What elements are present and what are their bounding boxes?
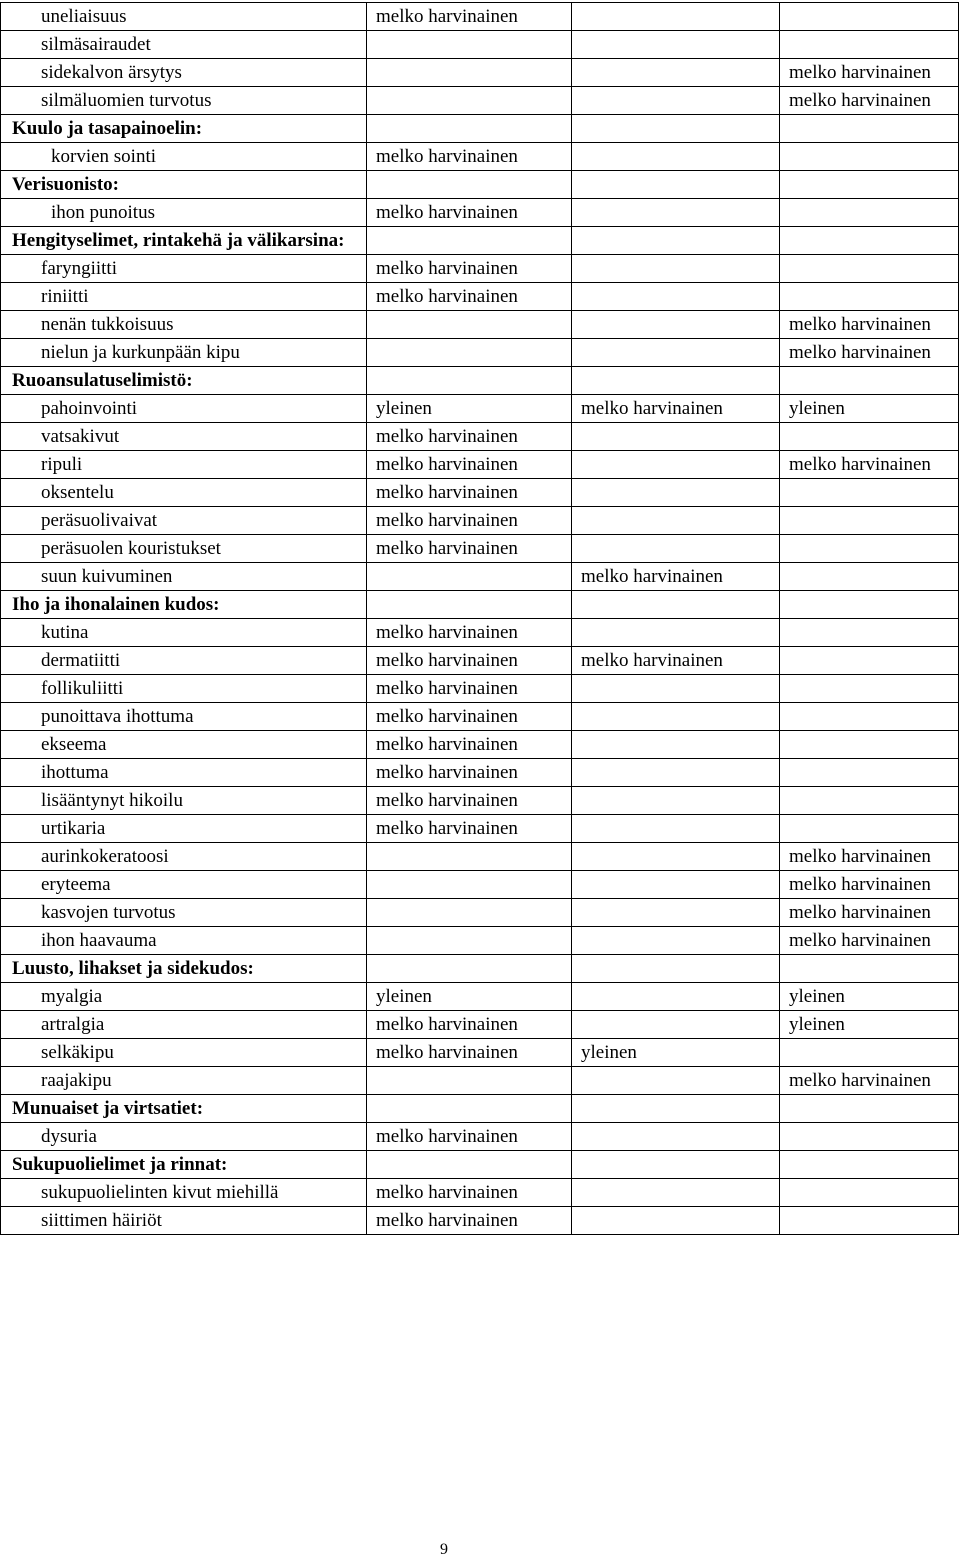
table-row: [1, 311, 959, 339]
frequency-col1: [367, 367, 572, 395]
section-title: Verisuonisto:: [1, 171, 367, 199]
table-row: [1, 787, 959, 815]
frequency-col3: [780, 31, 959, 59]
frequency-col1: [367, 1067, 572, 1095]
frequency-col3: [780, 759, 959, 787]
frequency-col2: yleinen: [572, 1039, 780, 1067]
effect-name: oksentelu: [1, 479, 367, 507]
effect-name: peräsuolivaivat: [1, 507, 367, 535]
frequency-col2: [572, 759, 780, 787]
table-row: [1, 759, 959, 787]
effect-name: dermatiitti: [1, 647, 367, 675]
frequency-col2: [572, 507, 780, 535]
effect-name: ihon punoitus: [1, 199, 367, 227]
table-row: [1, 1123, 959, 1151]
section-header-row: [1, 955, 959, 983]
table-row: [1, 339, 959, 367]
effect-name: ihottuma: [1, 759, 367, 787]
table-row: [1, 451, 959, 479]
table-row: [1, 703, 959, 731]
table-row: [1, 731, 959, 759]
frequency-col3: melko harvinainen: [780, 311, 959, 339]
table-row: [1, 619, 959, 647]
frequency-col1: yleinen: [367, 983, 572, 1011]
frequency-col2: [572, 423, 780, 451]
frequency-col3: melko harvinainen: [780, 87, 959, 115]
table-row: [1, 199, 959, 227]
frequency-col3: [780, 731, 959, 759]
effect-name: nielun ja kurkunpään kipu: [1, 339, 367, 367]
section-header-row: [1, 171, 959, 199]
frequency-col2: [572, 199, 780, 227]
frequency-col1: [367, 115, 572, 143]
frequency-col2: [572, 1151, 780, 1179]
effect-name: vatsakivut: [1, 423, 367, 451]
frequency-col2: [572, 675, 780, 703]
frequency-col3: [780, 227, 959, 255]
frequency-col1: [367, 227, 572, 255]
table-row: [1, 1039, 959, 1067]
frequency-col2: [572, 283, 780, 311]
frequency-col1: [367, 59, 572, 87]
table-row: [1, 423, 959, 451]
table-row: [1, 59, 959, 87]
frequency-col1: melko harvinainen: [367, 283, 572, 311]
frequency-col3: [780, 955, 959, 983]
frequency-col2: [572, 339, 780, 367]
frequency-col2: [572, 703, 780, 731]
effect-name: silmäluomien turvotus: [1, 87, 367, 115]
frequency-col2: [572, 927, 780, 955]
effect-name: artralgia: [1, 1011, 367, 1039]
section-title: Kuulo ja tasapainoelin:: [1, 115, 367, 143]
frequency-col1: melko harvinainen: [367, 255, 572, 283]
frequency-col2: [572, 451, 780, 479]
table-row: [1, 283, 959, 311]
section-title: Iho ja ihonalainen kudos:: [1, 591, 367, 619]
frequency-col3: [780, 815, 959, 843]
frequency-col3: [780, 619, 959, 647]
page-number: 9: [440, 1541, 448, 1558]
frequency-col3: [780, 647, 959, 675]
effect-name: pahoinvointi: [1, 395, 367, 423]
effect-name: silmäsairaudet: [1, 31, 367, 59]
effect-name: uneliaisuus: [1, 3, 367, 31]
frequency-col1: melko harvinainen: [367, 1207, 572, 1235]
frequency-col3: yleinen: [780, 395, 959, 423]
frequency-col3: [780, 423, 959, 451]
section-header-row: [1, 1095, 959, 1123]
frequency-col2: melko harvinainen: [572, 395, 780, 423]
frequency-col1: [367, 171, 572, 199]
section-header-row: [1, 115, 959, 143]
frequency-col1: melko harvinainen: [367, 787, 572, 815]
frequency-col2: [572, 815, 780, 843]
frequency-col3: [780, 479, 959, 507]
frequency-col1: yleinen: [367, 395, 572, 423]
frequency-col3: [780, 535, 959, 563]
effect-name: riniitti: [1, 283, 367, 311]
frequency-col2: [572, 843, 780, 871]
effect-name: sidekalvon ärsytys: [1, 59, 367, 87]
frequency-col3: melko harvinainen: [780, 339, 959, 367]
frequency-col2: [572, 143, 780, 171]
table-row: [1, 927, 959, 955]
effect-name: ripuli: [1, 451, 367, 479]
frequency-col1: [367, 339, 572, 367]
frequency-col1: melko harvinainen: [367, 451, 572, 479]
frequency-col1: [367, 927, 572, 955]
table-row: [1, 1067, 959, 1095]
frequency-col2: [572, 227, 780, 255]
frequency-col1: [367, 843, 572, 871]
effect-name: urtikaria: [1, 815, 367, 843]
frequency-col3: [780, 563, 959, 591]
effect-name: eryteema: [1, 871, 367, 899]
table-row: [1, 899, 959, 927]
frequency-col1: [367, 311, 572, 339]
effect-name: myalgia: [1, 983, 367, 1011]
adverse-effects-table: [0, 2, 959, 1235]
effect-name: follikuliitti: [1, 675, 367, 703]
frequency-col1: [367, 871, 572, 899]
effect-name: lisääntynyt hikoilu: [1, 787, 367, 815]
effect-name: ekseema: [1, 731, 367, 759]
frequency-col2: [572, 255, 780, 283]
effect-name: siittimen häiriöt: [1, 1207, 367, 1235]
frequency-col2: [572, 367, 780, 395]
frequency-col1: melko harvinainen: [367, 675, 572, 703]
frequency-col3: yleinen: [780, 1011, 959, 1039]
frequency-col2: [572, 591, 780, 619]
effect-name: kutina: [1, 619, 367, 647]
frequency-col3: [780, 115, 959, 143]
effect-name: suun kuivuminen: [1, 563, 367, 591]
frequency-col2: [572, 1011, 780, 1039]
frequency-col1: [367, 955, 572, 983]
frequency-col3: [780, 787, 959, 815]
frequency-col3: [780, 3, 959, 31]
effect-name: nenän tukkoisuus: [1, 311, 367, 339]
effect-name: raajakipu: [1, 1067, 367, 1095]
frequency-col1: melko harvinainen: [367, 619, 572, 647]
frequency-col1: melko harvinainen: [367, 1039, 572, 1067]
frequency-col3: [780, 283, 959, 311]
frequency-col2: [572, 1207, 780, 1235]
frequency-col2: [572, 59, 780, 87]
frequency-col2: melko harvinainen: [572, 647, 780, 675]
frequency-col2: [572, 787, 780, 815]
effect-name: aurinkokeratoosi: [1, 843, 367, 871]
table-row: [1, 143, 959, 171]
section-title: Hengityselimet, rintakehä ja välikarsina:: [1, 227, 367, 255]
section-title: Munuaiset ja virtsatiet:: [1, 1095, 367, 1123]
frequency-col2: [572, 955, 780, 983]
table-row: [1, 647, 959, 675]
frequency-col3: [780, 1095, 959, 1123]
effect-name: faryngiitti: [1, 255, 367, 283]
frequency-col3: [780, 199, 959, 227]
frequency-col3: [780, 171, 959, 199]
frequency-col1: melko harvinainen: [367, 535, 572, 563]
frequency-col3: melko harvinainen: [780, 59, 959, 87]
table-row: [1, 1011, 959, 1039]
frequency-col1: [367, 1151, 572, 1179]
frequency-col3: [780, 703, 959, 731]
table-row: [1, 1207, 959, 1235]
frequency-col1: melko harvinainen: [367, 3, 572, 31]
effect-name: ihon haavauma: [1, 927, 367, 955]
frequency-col1: [367, 591, 572, 619]
frequency-col2: [572, 1179, 780, 1207]
frequency-col2: [572, 311, 780, 339]
frequency-col2: [572, 1095, 780, 1123]
frequency-col1: [367, 1095, 572, 1123]
effect-name: korvien sointi: [1, 143, 367, 171]
frequency-col2: [572, 31, 780, 59]
section-title: Sukupuolielimet ja rinnat:: [1, 1151, 367, 1179]
frequency-col2: [572, 731, 780, 759]
frequency-col3: [780, 507, 959, 535]
table-body: [1, 3, 959, 1235]
frequency-col3: melko harvinainen: [780, 927, 959, 955]
effect-name: sukupuolielinten kivut miehillä: [1, 1179, 367, 1207]
frequency-col2: [572, 87, 780, 115]
effect-name: dysuria: [1, 1123, 367, 1151]
frequency-col3: [780, 367, 959, 395]
effect-name: selkäkipu: [1, 1039, 367, 1067]
section-header-row: [1, 367, 959, 395]
frequency-col3: [780, 1207, 959, 1235]
frequency-col1: [367, 31, 572, 59]
frequency-col2: melko harvinainen: [572, 563, 780, 591]
table-row: [1, 87, 959, 115]
frequency-col1: melko harvinainen: [367, 507, 572, 535]
frequency-col3: [780, 1123, 959, 1151]
frequency-col1: melko harvinainen: [367, 199, 572, 227]
frequency-col3: melko harvinainen: [780, 871, 959, 899]
section-header-row: [1, 1151, 959, 1179]
frequency-col1: melko harvinainen: [367, 759, 572, 787]
frequency-col3: [780, 675, 959, 703]
section-title: Luusto, lihakset ja sidekudos:: [1, 955, 367, 983]
frequency-col3: melko harvinainen: [780, 451, 959, 479]
frequency-col2: [572, 899, 780, 927]
frequency-col1: melko harvinainen: [367, 1011, 572, 1039]
frequency-col3: yleinen: [780, 983, 959, 1011]
table-row: [1, 675, 959, 703]
section-header-row: [1, 227, 959, 255]
frequency-col1: melko harvinainen: [367, 1123, 572, 1151]
frequency-col1: melko harvinainen: [367, 479, 572, 507]
frequency-col1: melko harvinainen: [367, 703, 572, 731]
frequency-col3: melko harvinainen: [780, 843, 959, 871]
table-row: [1, 1179, 959, 1207]
frequency-col1: melko harvinainen: [367, 647, 572, 675]
table-row: [1, 31, 959, 59]
frequency-col3: [780, 591, 959, 619]
frequency-col2: [572, 619, 780, 647]
frequency-col2: [572, 171, 780, 199]
section-header-row: [1, 591, 959, 619]
table-row: [1, 843, 959, 871]
frequency-col1: melko harvinainen: [367, 1179, 572, 1207]
table-row: [1, 479, 959, 507]
table-row: [1, 3, 959, 31]
frequency-col3: melko harvinainen: [780, 899, 959, 927]
section-title: Ruoansulatuselimistö:: [1, 367, 367, 395]
effect-name: peräsuolen kouristukset: [1, 535, 367, 563]
effect-name: kasvojen turvotus: [1, 899, 367, 927]
effect-name: punoittava ihottuma: [1, 703, 367, 731]
table-row: [1, 255, 959, 283]
frequency-col2: [572, 3, 780, 31]
frequency-col2: [572, 1123, 780, 1151]
table-row: [1, 563, 959, 591]
frequency-col3: [780, 143, 959, 171]
frequency-col1: melko harvinainen: [367, 815, 572, 843]
frequency-col3: melko harvinainen: [780, 1067, 959, 1095]
frequency-col1: [367, 899, 572, 927]
frequency-col1: melko harvinainen: [367, 423, 572, 451]
frequency-col3: [780, 1151, 959, 1179]
frequency-col2: [572, 479, 780, 507]
table-row: [1, 983, 959, 1011]
frequency-col3: [780, 1179, 959, 1207]
frequency-col1: [367, 563, 572, 591]
table-row: [1, 815, 959, 843]
table-row: [1, 871, 959, 899]
frequency-col2: [572, 535, 780, 563]
frequency-col3: [780, 255, 959, 283]
table-row: [1, 395, 959, 423]
frequency-col1: melko harvinainen: [367, 143, 572, 171]
frequency-col2: [572, 983, 780, 1011]
table-row: [1, 535, 959, 563]
frequency-col2: [572, 115, 780, 143]
frequency-col2: [572, 1067, 780, 1095]
frequency-col2: [572, 871, 780, 899]
frequency-col3: [780, 1039, 959, 1067]
frequency-col1: [367, 87, 572, 115]
frequency-col1: melko harvinainen: [367, 731, 572, 759]
table-row: [1, 507, 959, 535]
